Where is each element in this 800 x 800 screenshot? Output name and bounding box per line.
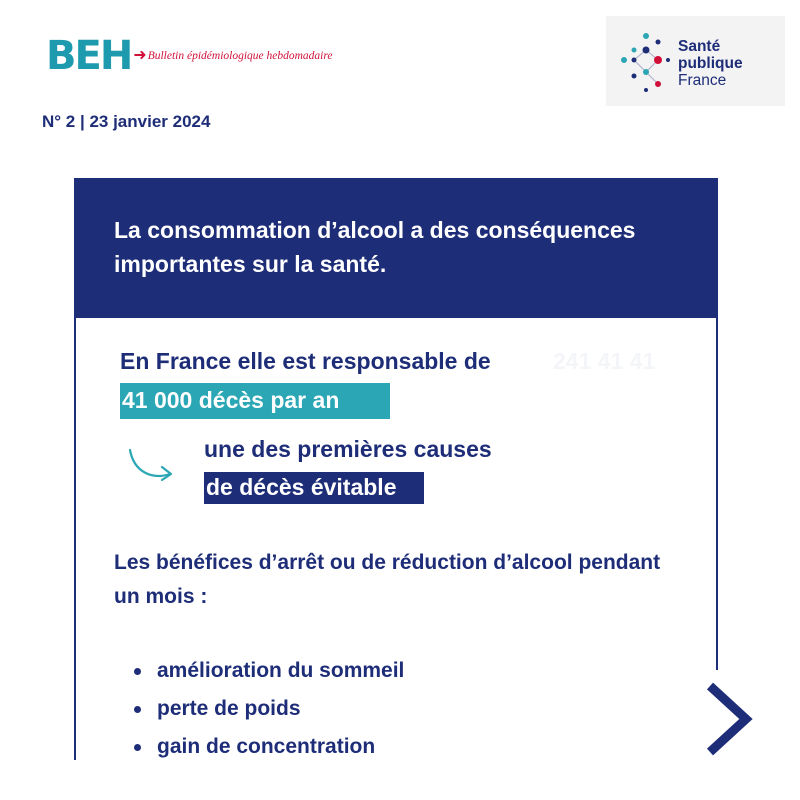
banner-heading: La consommation d’alcool a des conséquences importantes sur la santé. <box>114 217 636 277</box>
bullet-icon <box>134 744 141 751</box>
beh-logo <box>46 34 333 78</box>
arrow-right-icon: ➜ <box>133 47 147 64</box>
partner-logo-line1: Santé <box>678 38 721 55</box>
fact-highlight: 41 000 décès par an <box>122 387 340 413</box>
benefits-list <box>134 652 404 766</box>
cause-highlight: de décès évitable <box>206 474 397 500</box>
partner-logo-text <box>678 38 743 89</box>
cause-line: une des premières causes <box>204 436 492 462</box>
partner-logo-line3: France <box>678 72 727 89</box>
benefit-label: gain de concentration <box>157 735 376 758</box>
benefit-item <box>134 728 404 766</box>
chevron-right-icon[interactable] <box>700 678 760 760</box>
issue-number-date: N° 2 | 23 janvier 2024 <box>42 112 211 131</box>
bullet-icon <box>134 668 141 675</box>
fact-ghost-text: 241 41 41 <box>553 348 656 374</box>
curved-arrow-icon <box>124 444 180 486</box>
beh-logo-mark: BEH <box>46 33 132 79</box>
beh-logo-subtitle: Bulletin épidémiologique hebdomadaire <box>147 50 333 62</box>
benefit-item <box>134 652 404 690</box>
benefit-item <box>134 690 404 728</box>
benefit-label: perte de poids <box>157 697 301 720</box>
fact-intro: En France elle est responsable de <box>120 348 491 374</box>
molecule-dots-icon <box>620 28 672 98</box>
bullet-icon <box>134 706 141 713</box>
partner-logo-line2: publique <box>678 55 743 72</box>
benefits-title: Les bénéfices d’arrêt ou de réduction d’alcool pendant un mois : <box>114 551 661 608</box>
benefit-label: amélioration du sommeil <box>157 659 405 682</box>
